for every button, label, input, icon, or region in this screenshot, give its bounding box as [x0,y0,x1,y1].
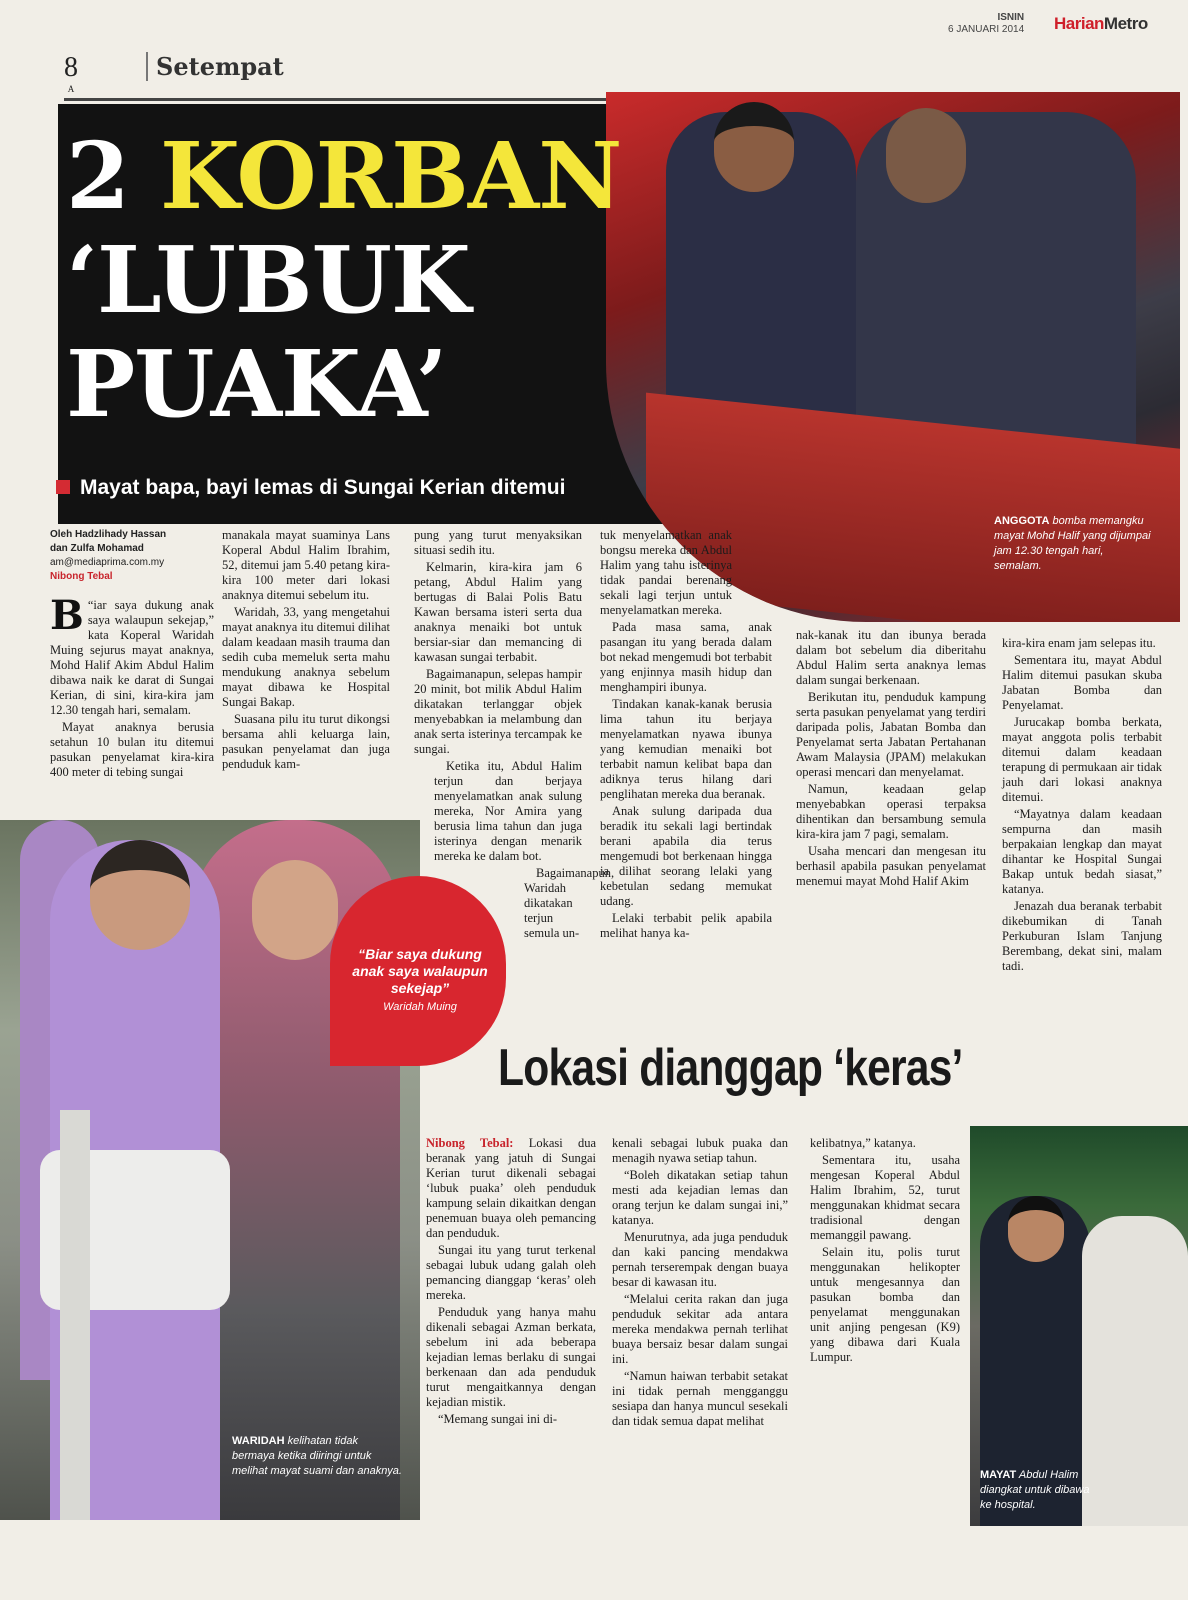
caption-text: bomba memangku mayat Mohd Halif yang dijumpai jam 12.30 tengah hari, semalam. [994,515,1151,572]
paragraph: Sungai itu yang turut terkenal sebagai lubuk udang galah oleh pemancing dianggap ‘keras’ oleh mereka. [426,1243,596,1302]
headline-highlight: KORBAN [160,122,622,230]
paragraph: “Namun haiwan terbabit setakat ini tidak pernah mengganggu sesiapa dan hanya muncul sesekali dan tidak semua dapat melihat [612,1369,788,1428]
byline-location: Nibong Tebal [50,571,113,582]
subheadline: Mayat bapa, bayi lemas di Sungai Kerian ditemui [56,476,565,500]
paragraph: Suasana pilu itu turut dikongsi bersama ahli keluarga lain, pasukan penyelamat dan juga penduduk kam- [222,712,390,771]
paragraph: “Melalui cerita rakan dan juga penduduk sekitar ada antara mereka mendakwa pernah terlihat buaya bersaiz besar dalam sungai ini. [612,1292,788,1366]
article-column-6 [1002,636,1162,976]
page-number: 8 A [64,52,78,94]
paragraph: nak-kanak itu dan ibunya berada dalam bot sebelum dia diberitahu Abdul Halim serta anaknya lemas dalam sungai berkenaan. [796,628,986,687]
byline-authors-1: Oleh Hadzlihady Hassan [50,529,167,540]
page-sub-label: A [67,84,75,94]
article-column-4 [600,528,772,943]
paragraph: Ketika itu, Abdul Halim terjun dan berjaya menyelamatkan anak sulung mereka, Nor Amira yang berusia lima tahun dan juga isterinya dengan menarik mereka ke dalam bot. [434,759,582,863]
article2-column-1 [426,1136,596,1429]
dropcap: B [50,592,84,639]
masthead-logo [1054,14,1148,34]
date-label: 6 JANUARI 2014 [948,24,1025,35]
paragraph: kenali sebagai lubuk puaka dan menagih nyawa setiap tahun. [612,1136,788,1165]
paragraph: Jenazah dua beranak terbabit dikebumikan di Tanah Perkuburan Islam Tanjung Berembang, dekat sini, malam tadi. [1002,899,1162,973]
fence-post [60,1110,90,1520]
byline-authors-2: dan Zulfa Mohamad [50,543,144,554]
paragraph: Lokasi dua beranak yang jatuh di Sungai Kerian turut dikenali sebagai ‘lubuk puaka’ oleh penduduk kampung selain dikaitkan dengan penemuan buaya oleh pemancing dan penduduk. [426,1136,596,1240]
paragraph: Bagaimanapun, selepas hampir 20 minit, bot milik Abdul Halim dikatakan terlanggar objek menyebabkan ia melambung dan anak serta isterinya tercampak ke sungai. [414,667,582,756]
paragraph: Sementara itu, usaha mengesan Koperal Abdul Halim Ibrahim, 52, turut menggunakan khidmat secara tradisional dengan memanggil pawang. [810,1153,960,1242]
masthead-part-b: Metro [1103,14,1148,33]
paragraph: Pada masa sama, anak pasangan itu yang berada dalam bot nekad mengemudi bot terbabit yang enjinnya masih hidup dan menghampiri ibunya. [600,620,772,694]
bullet-square-icon [56,480,70,494]
dateline [948,12,1024,36]
article2-dateline: Nibong Tebal: [426,1136,514,1150]
headline-line-2: ‘LUBUK [66,226,470,334]
section-title: Setempat [146,52,284,81]
paragraph: tuk menyelamatkan anak bongsu mereka dan Abdul Halim yang tahu isterinya tidak pandai berenang sekali lagi terjun untuk menyelamatkan mereka. [600,528,732,617]
caption-text: Abdul Halim diangkat untuk dibawa ke hospital. [980,1469,1090,1511]
paragraph: Berikutan itu, penduduk kampung serta pasukan penyelamat yang terdiri daripada polis, Jabatan Bomba dan Penyelamat serta Jabatan Pertahanan Awam Malaysia (JPAM) melakukan operasi mencari dan menyelamat. [796,690,986,779]
paragraph: Usaha mencari dan mengesan itu berhasil apabila pasukan penyelamat menemui mayat Mohd Halif Akim [796,844,986,888]
paragraph: “iar saya dukung anak saya walaupun sekejap,” kata Koperal Waridah Muing sejurus mayat anaknya, Mohd Halif Akim Abdul Halim dibawa naik ke darat di Sungai Kerian, di sini, kira-kira jam 12.30 tengah hari, semalam. [50,598,214,717]
headline-line-3: PUAKA’ [66,330,447,438]
paragraph: “Boleh dikatakan setiap tahun mesti ada kejadian lemas dan orang terjun ke dalam sungai ini,” katanya. [612,1168,788,1227]
man-figure-white-shirt [1082,1216,1188,1526]
paragraph: Bagaimanapun, Waridah dikatakan terjun semula un- [524,866,615,940]
article-column-1 [50,592,214,782]
article-column-2 [222,528,390,774]
paragraph: Anak sulung daripada dua beradik itu sekali lagi bertindak berani apabila dia terus mengemudi bot berkenaan hingga ia dilihat seorang lelaki yang kebetulan sedang memukat udang. [600,804,772,908]
paragraph: kelibatnya,” katanya. [810,1136,916,1150]
caption-lead: ANGGOTA [994,515,1050,527]
paragraph: Selain itu, polis turut menggunakan helikopter untuk mengesannya dan pasukan bomba dan penyelamat menggunakan unit anjing pengesan (K9) yang dibawa dari Kuala Lumpur. [810,1245,960,1364]
caption-text: kelihatan tidak bermaya ketika diiringi untuk melihat mayat suami dan anaknya. [232,1435,402,1477]
main-headline [66,124,621,436]
paragraph: Sementara itu, mayat Abdul Halim ditemui pasukan skuba Jabatan Bomba dan Penyelamat. [1002,653,1162,712]
police-team-photo [970,1126,1188,1526]
boat-photo-caption [994,514,1154,574]
byline-email: am@mediaprima.com.my [50,557,165,568]
paragraph: “Mayatnya dalam keadaan sempurna dan masih berpakaian lengkap dan mayat dihantar ke Hospital Sungai Bakap untuk bedah siasat,” katanya. [1002,807,1162,896]
caption-lead: WARIDAH [232,1435,285,1447]
paragraph: Namun, keadaan gelap menyebabkan operasi terpaksa dihentikan dan bersambung semula kira-kira jam 7 pagi, semalam. [796,782,986,841]
byline [50,528,220,584]
paragraph: kira-kira enam jam selepas itu. [1002,636,1156,650]
paragraph: Kelmarin, kira-kira jam 6 petang, Abdul Halim yang bertugas di Balai Polis Batu Kawan bersama isteri serta dua anaknya menaiki bot untuk bersiar-siar dan memancing di kawasan sungai terbabit. [414,560,582,664]
second-headline: Lokasi dianggap ‘keras’ [498,1039,963,1097]
paragraph: Mayat anaknya berusia setahun 10 bulan itu ditemui pasukan penyelamat kira-kira 400 meter di tebing sungai [50,720,214,779]
article-column-5 [796,628,986,891]
paragraph: pung yang turut menyaksikan situasi sedih itu. [414,528,582,557]
pull-quote [350,946,490,1016]
paragraph: Menurutnya, ada juga penduduk dan kaki pancing mendakwa pernah terserempak dengan buaya besar di kawasan itu. [612,1230,788,1289]
quote-text: “Biar saya dukung anak saya walaupun sekejap” [352,946,488,996]
article2-column-3 [810,1136,960,1367]
paragraph: Tindakan kanak-kanak berusia lima tahun itu berjaya menyelamatkan nyawa ibunya yang kemudian menaiki bot terbabit namun kelibat bapa dan adiknya terus hilang dari penglihatan mereka dua beranak. [600,697,772,801]
article2-column-2 [612,1136,788,1431]
headline-line-1: 2 KORBAN [66,122,622,230]
paragraph: Jurucakap bomba berkata, mayat anggota polis terbabit ditemui dalam keadaan terapung di permukaan air tidak jauh dari lokasi anaknya ditemui. [1002,715,1162,804]
police-photo-caption [980,1468,1090,1513]
paragraph: Waridah, 33, yang mengetahui mayat anaknya itu ditemui dilihat dalam keadaan masih trauma dan sedih cuba memeluk serta mahu mendukung anaknya sebelum mayat dibawa ke Hospital Sungai Bakap. [222,605,391,709]
paragraph: manakala mayat suaminya Lans Koperal Abdul Halim Ibrahim, 52, ditemui jam 5.40 petang kira-kira 100 meter dari lokasi anaknya ditemui sebelum itu. [222,528,390,602]
women-photo-caption [232,1434,402,1479]
caption-lead: MAYAT [980,1469,1017,1481]
quote-source: Waridah Muing [383,1001,457,1013]
day-label: ISNIN [997,12,1025,23]
paragraph: Penduduk yang hanya mahu dikenali sebagai Azman berkata, sebelum ini ada beberapa kejadian lemas berlaku di sungai berkenaan dan ada penduduk turut mengaitkannya dengan kejadian mistik. [426,1305,596,1409]
paragraph: Lelaki terbabit pelik apabila melihat hanya ka- [600,911,772,940]
masthead-part-a: Harian [1054,14,1104,33]
paragraph: “Memang sungai ini di- [438,1412,558,1426]
